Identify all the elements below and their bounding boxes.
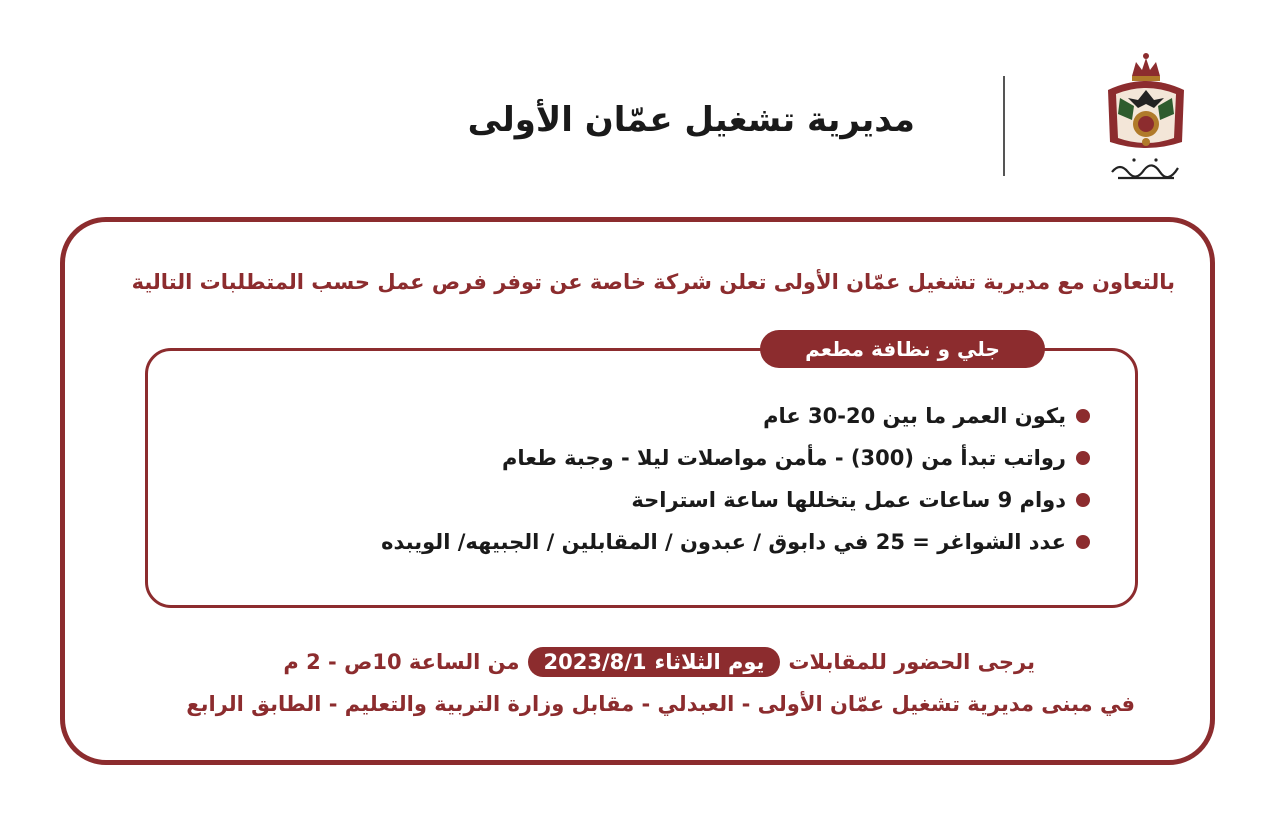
bullet-icon — [1076, 451, 1090, 465]
requirements-list — [381, 395, 1090, 563]
job-title-badge: جلي و نظافة مطعم — [760, 330, 1045, 368]
list-item — [381, 479, 1090, 521]
interview-day: يوم الثلاثاء — [654, 650, 765, 674]
requirement-text: رواتب تبدأ من (300) - مأمن مواصلات ليلا - وجبة طعام — [501, 446, 1066, 470]
bullet-icon — [1076, 409, 1090, 423]
header-divider — [1003, 76, 1005, 176]
list-item — [381, 395, 1090, 437]
attend-prefix: يرجى الحضور للمقابلات — [788, 650, 1035, 674]
requirement-text: عدد الشواغر = 25 في دابوق / عبدون / المقابلين / الجبيهه/ الويبده — [381, 530, 1066, 554]
list-item — [381, 521, 1090, 563]
crown-icon — [1132, 53, 1160, 81]
bullet-icon — [1076, 535, 1090, 549]
intro-text: بالتعاون مع مديرية تشغيل عمّان الأولى تعلن شركة خاصة عن توفر فرص عمل حسب المتطلبات التالية — [131, 270, 1175, 294]
requirement-text: يكون العمر ما بين 20-30 عام — [763, 404, 1066, 428]
list-item — [381, 437, 1090, 479]
requirement-text: دوام 9 ساعات عمل يتخللها ساعة استراحة — [631, 488, 1066, 512]
page-title: مديرية تشغيل عمّان الأولى — [467, 100, 915, 140]
ministry-logo — [1098, 50, 1194, 190]
ministry-calligraphy — [1112, 165, 1178, 178]
attend-suffix: من الساعة 10ص - 2 م — [283, 650, 520, 674]
location-text: في مبنى مديرية تشغيل عمّان الأولى - العبدلي - مقابل وزارة التربية والتعليم - الطابق الرابع — [186, 692, 1135, 716]
interview-date: 2023/8/1 — [543, 650, 647, 674]
interview-date-badge — [528, 647, 781, 677]
bullet-icon — [1076, 493, 1090, 507]
attend-line — [283, 647, 1035, 677]
